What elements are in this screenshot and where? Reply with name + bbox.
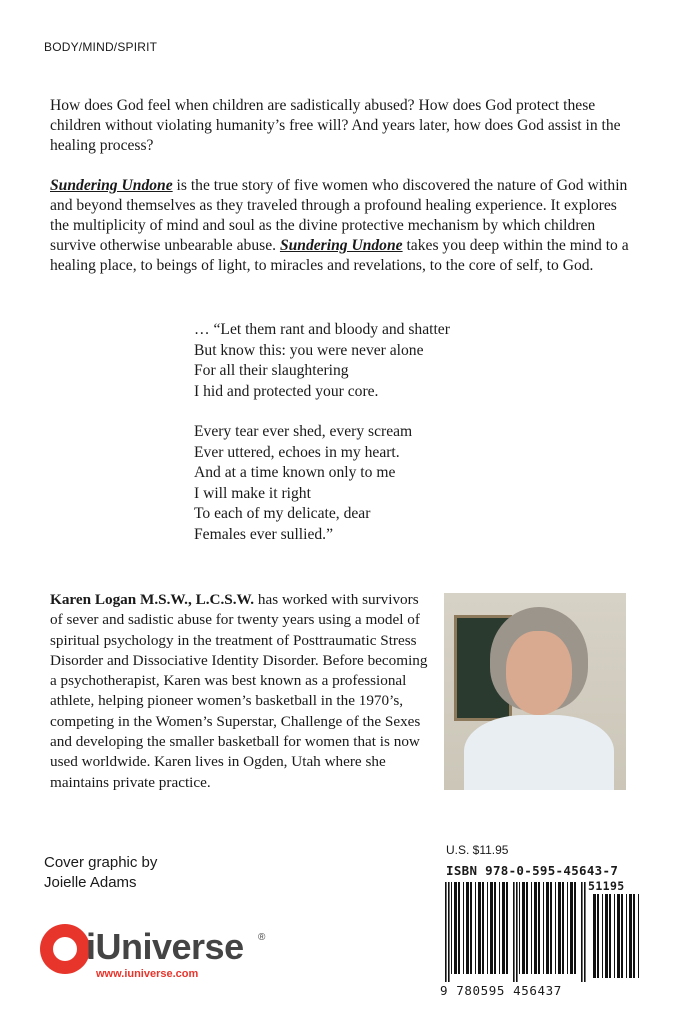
barcode-bar <box>531 882 532 974</box>
barcode-bar <box>558 882 561 974</box>
barcode-bar <box>567 882 568 974</box>
poem-stanza-2 <box>194 422 514 545</box>
barcode-bar <box>470 882 472 974</box>
barcode-bar <box>499 882 500 974</box>
barcode-bar <box>555 882 556 974</box>
poem-line: Females ever sullied.” <box>194 525 333 543</box>
barcode-bar <box>546 882 549 974</box>
barcode-guard-bar <box>581 882 583 982</box>
barcode-bar <box>482 882 484 974</box>
publisher-swirl-icon <box>40 924 90 974</box>
barcode-bar <box>519 882 520 974</box>
poem <box>194 320 514 565</box>
barcode-guard-bar <box>445 882 447 982</box>
barcode-bar <box>614 894 615 978</box>
barcode-bar <box>629 894 632 978</box>
poem-line: But know this: you were never alone <box>194 341 424 359</box>
price-label: U.S. $11.95 <box>446 843 509 857</box>
description-text-1: is the true story of five women who discovered the nature of God within and beyond themselves as they traveled through a profound healing experience. It explores the multiplicity of mind and soul as the divine protective mechanism by which children survive otherwise unbearable abuse. <box>50 177 628 254</box>
cover-credit-line-1: Cover graphic by <box>44 854 158 871</box>
barcode-digits: 9 780595 456437 <box>440 983 562 998</box>
cover-credit-line-2: Joielle Adams <box>44 874 137 891</box>
poem-line: … “Let them rant and bloody and shatter <box>194 321 450 338</box>
book-title: Sundering Undone <box>50 177 173 194</box>
barcode-bar <box>543 882 544 974</box>
book-title: Sundering Undone <box>279 237 403 254</box>
publisher-url: www.iuniverse.com <box>96 968 199 980</box>
barcode-bar <box>626 894 627 978</box>
poem-stanza-1 <box>194 320 514 402</box>
author-bio <box>50 590 435 793</box>
barcode-bar <box>475 882 476 974</box>
barcode-bar <box>570 882 573 974</box>
barcode-bar <box>574 882 576 974</box>
barcode-bar <box>478 882 481 974</box>
barcode-bar <box>490 882 493 974</box>
barcode-bar <box>526 882 528 974</box>
barcode-guard-bar <box>513 882 515 982</box>
poem-line: I hid and protected your core. <box>194 382 379 400</box>
barcode-bar <box>638 894 639 978</box>
isbn-label: ISBN 978-0-595-45643-7 <box>446 863 619 878</box>
publisher-name: iUniverse <box>86 926 244 967</box>
poem-line: For all their slaughtering <box>194 362 349 379</box>
barcode-bar <box>593 894 596 978</box>
barcode-guard-bar <box>448 882 450 982</box>
barcode-addon-digits: 51195 <box>588 879 625 893</box>
barcode-bar <box>534 882 537 974</box>
barcode-bar <box>597 894 599 978</box>
barcode-bar <box>463 882 464 974</box>
registered-mark-icon: ® <box>258 932 266 943</box>
category-label: BODY/MIND/SPIRIT <box>44 40 158 54</box>
barcode-bar <box>451 882 452 974</box>
barcode-bar <box>494 882 496 974</box>
barcode-bar <box>454 882 457 974</box>
barcode-bar <box>617 894 620 978</box>
description-paragraph <box>50 176 635 276</box>
poem-line: Every tear ever shed, every scream <box>194 423 413 440</box>
barcode-bar <box>562 882 564 974</box>
barcode-bar <box>633 894 635 978</box>
barcode-bar <box>550 882 552 974</box>
description-text-2: takes you deep within the mind to a healing place, to beings of light, to miracles and revelations, to the core of self, to God. <box>50 237 629 274</box>
barcode-bar <box>621 894 623 978</box>
poem-line: And at a time known only to me <box>194 464 396 481</box>
barcode-bar <box>502 882 505 974</box>
barcode <box>445 878 645 982</box>
barcode-bar <box>602 894 603 978</box>
author-bio-text: has worked with survivors of sever and sadistic abuse for twenty years using a model of spiritual psychology in the treatment of Posttraumatic Stress Disorder and Dissociative Identity Disorder. Before becoming a psychotherapist, Karen was best known as a professional athlete, helping pioneer women’s basketball in the 1970’s, competing in the Women’s Superstar, Challenge of the Sexes and developing the smaller basketball for women that is now used worldwide. Karen lives in Ogden, Utah where she maintains private practice. <box>50 591 428 791</box>
barcode-bar <box>522 882 525 974</box>
barcode-bar <box>609 894 611 978</box>
barcode-guard-bar <box>584 882 586 982</box>
publisher-logo <box>40 922 280 984</box>
barcode-bar <box>466 882 469 974</box>
poem-line: Ever uttered, echoes in my heart. <box>194 443 400 461</box>
author-face <box>506 631 572 715</box>
barcode-guard-bar <box>516 882 518 982</box>
barcode-bars-icon <box>445 878 645 982</box>
barcode-bar <box>487 882 488 974</box>
intro-paragraph: How does God feel when children are sadistically abused? How does God protect these children without violating humanity’s free will? And years later, how does God assist in the healing process? <box>50 97 621 154</box>
barcode-bar <box>538 882 540 974</box>
author-shirt <box>464 715 614 790</box>
author-photo <box>444 593 626 790</box>
author-name: Karen Logan M.S.W., L.C.S.W. <box>50 591 255 608</box>
barcode-bar <box>605 894 608 978</box>
barcode-bar <box>458 882 460 974</box>
poem-line: To each of my delicate, dear <box>194 505 371 522</box>
poem-line: I will make it right <box>194 484 311 502</box>
cover-credit <box>44 853 157 893</box>
barcode-bar <box>506 882 508 974</box>
